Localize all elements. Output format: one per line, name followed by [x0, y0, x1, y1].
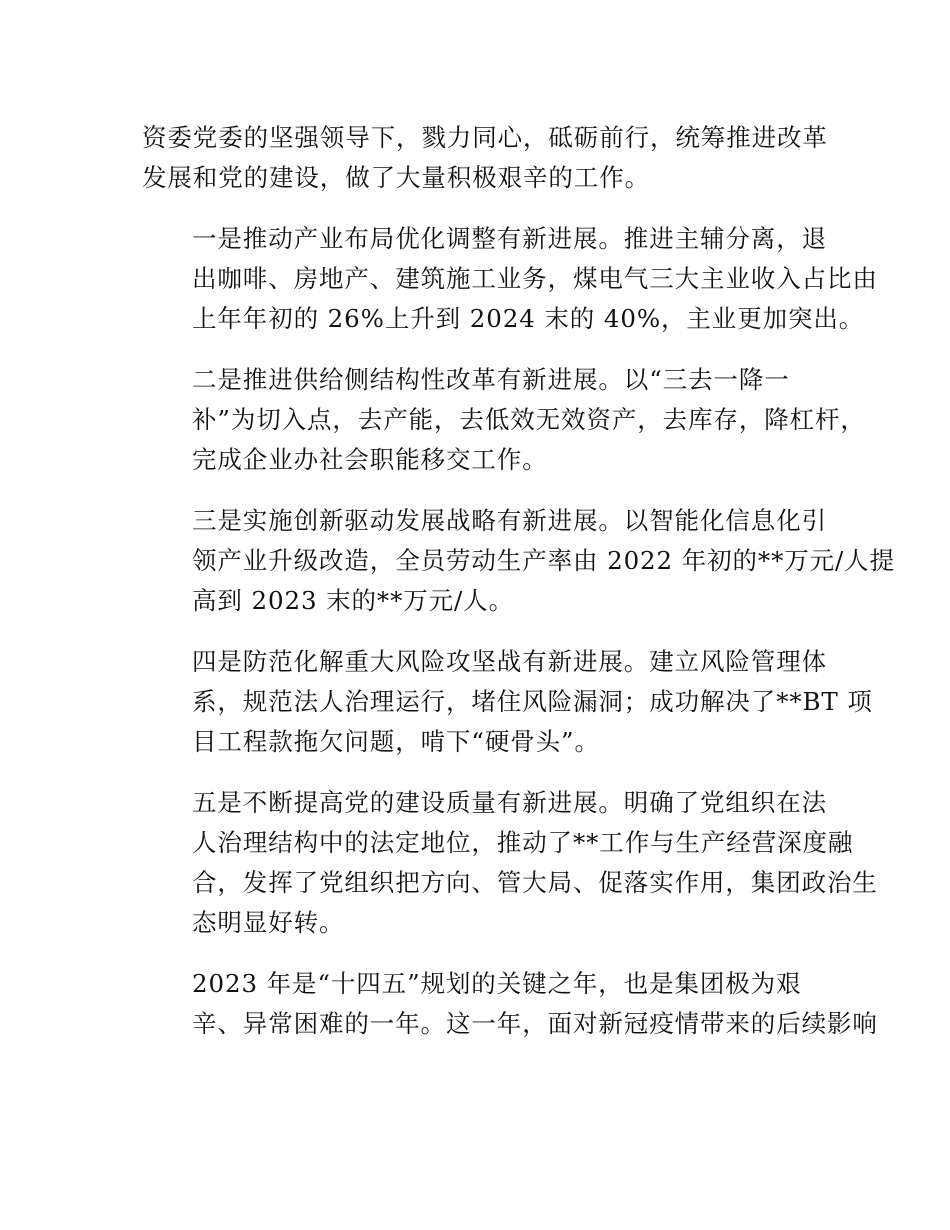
text-line: 辛、异常困难的一年。这一年，面对新冠疫情带来的后续影响: [192, 1009, 878, 1038]
text-line: 完成企业办社会职能移交工作。: [192, 445, 548, 474]
text-line: 上年年初的 26%上升到 2024 末的 40%，主业更加突出。: [192, 304, 865, 333]
document-body: [142, 118, 895, 1065]
text-line: 补”为切入点，去产能，去低效无效资产，去库存，降杠杆，: [192, 405, 866, 434]
text-line: 发展和党的建设，做了大量积极艰辛的工作。: [142, 163, 650, 192]
text-line: 态明显好转。: [192, 908, 345, 937]
paragraph-year-2023-overview: [142, 964, 878, 1044]
paragraph-innovation-strategy: [142, 501, 895, 621]
text-line: 合，发挥了党组织把方向、管大局、促落实作用，集团政治生: [192, 868, 878, 897]
text-line: 2023 年是“十四五”规划的关键之年，也是集团极为艰: [192, 969, 802, 998]
text-line: 领产业升级改造，全员劳动生产率由 2022 年初的**万元/人提: [192, 546, 895, 575]
text-line: 人治理结构中的法定地位，推动了**工作与生产经营深度融: [192, 828, 854, 857]
paragraph-supply-side-reform: [142, 360, 866, 480]
paragraph-risk-prevention: [142, 642, 873, 762]
text-line: 出咖啡、房地产、建筑施工业务，煤电气三大主业收入占比由: [192, 264, 878, 293]
paragraph-industrial-layout: [142, 219, 878, 339]
text-line: 五是不断提高党的建设质量有新进展。明确了党组织在法: [192, 788, 827, 817]
text-line: 资委党委的坚强领导下，戮力同心，砥砺前行，统筹推进改革: [142, 123, 828, 152]
paragraph-intro-continuation: [142, 118, 828, 198]
text-line: 四是防范化解重大风险攻坚战有新进展。建立风险管理体: [192, 647, 827, 676]
text-line: 系，规范法人治理运行，堵住风险漏洞；成功解决了**BT 项: [192, 687, 873, 716]
paragraph-party-building: [142, 783, 878, 943]
text-line: 目工程款拖欠问题，啃下“硬骨头”。: [192, 727, 600, 756]
text-line: 高到 2023 末的**万元/人。: [192, 586, 514, 615]
text-line: 二是推进供给侧结构性改革有新进展。以“三去一降一: [192, 365, 790, 394]
text-line: 一是推动产业布局优化调整有新进展。推进主辅分离，退: [192, 224, 827, 253]
text-line: 三是实施创新驱动发展战略有新进展。以智能化信息化引: [192, 506, 827, 535]
